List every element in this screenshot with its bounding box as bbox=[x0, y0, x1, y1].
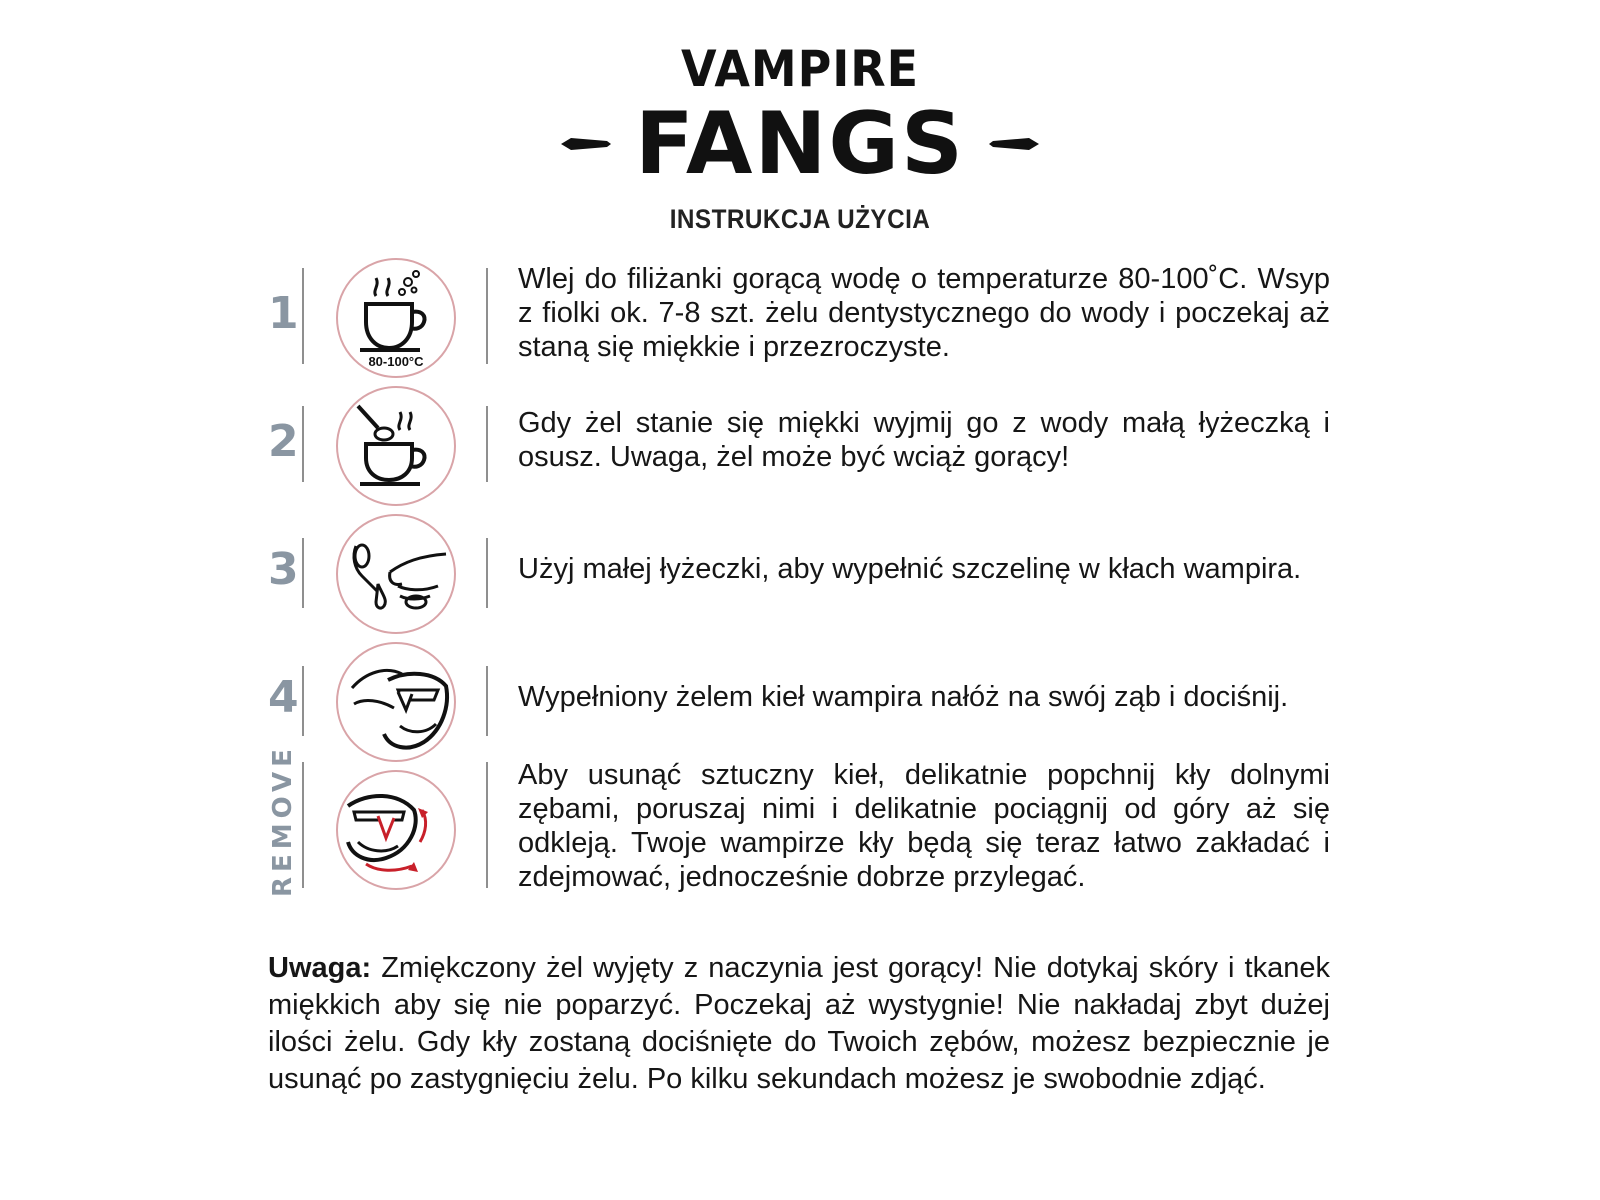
step-text: Wypełniony żelem kieł wampira nałóż na swój ząb i dociśnij. bbox=[518, 681, 1289, 713]
divider bbox=[486, 268, 488, 364]
brand-title-row bbox=[0, 94, 1600, 194]
divider bbox=[486, 666, 488, 736]
spoon-cup-icon bbox=[336, 386, 456, 506]
brand-title-line2: FANGS bbox=[635, 94, 965, 194]
divider bbox=[486, 406, 488, 482]
temperature-caption: 80-100°C bbox=[368, 354, 424, 369]
step-number: 3 bbox=[268, 544, 299, 595]
brand-title-line1: VAMPIRE bbox=[681, 40, 919, 98]
step-remove bbox=[268, 744, 1348, 897]
step-text: Aby usunąć sztuczny kieł, delikatnie popchnij kły dolnymi zębami, poruszaj nimi i delikatnie pociągnij od góry aż się odkleją. Twoje wampirze kły będą się teraz łatwo zakładać i zdejmować, jednocześnie dobrze przylegać. bbox=[518, 759, 1330, 893]
step-text: Wlej do filiżanki gorącą wodę o temperaturze 80-100˚C. Wsyp z fiolki ok. 7-8 szt. żelu dentystycznego do wody i poczekaj aż staną się miękkie i przezroczyste. bbox=[518, 263, 1330, 363]
right-dash-ornament-icon bbox=[989, 133, 1039, 155]
warning-note bbox=[268, 950, 1330, 1098]
divider bbox=[302, 666, 304, 736]
step-2 bbox=[268, 386, 1348, 502]
header bbox=[0, 40, 1600, 235]
divider bbox=[486, 762, 488, 888]
page-subtitle: INSTRUKCJA UŻYCIA bbox=[669, 204, 931, 234]
step-1 bbox=[268, 258, 1348, 374]
step-text: Gdy żel stanie się miękki wyjmij go z wody małą łyżeczką i osusz. Uwaga, żel może być wciąż gorący! bbox=[518, 407, 1330, 473]
divider bbox=[302, 406, 304, 482]
divider bbox=[302, 538, 304, 608]
mouth-remove-icon bbox=[336, 770, 456, 890]
step-3 bbox=[268, 514, 1348, 630]
left-dash-ornament-icon bbox=[561, 133, 611, 155]
step-number: 4 bbox=[268, 672, 299, 723]
step-text: Użyj małej łyżeczki, aby wypełnić szczelinę w kłach wampira. bbox=[518, 553, 1302, 585]
step-number: 1 bbox=[268, 288, 299, 339]
divider bbox=[302, 268, 304, 364]
step-number: 2 bbox=[268, 416, 299, 467]
warning-label: Uwaga: bbox=[268, 952, 372, 984]
step-label-remove: REMOVE bbox=[268, 744, 298, 897]
mouth-apply-icon bbox=[336, 642, 456, 762]
hand-spoon-fang-icon bbox=[336, 514, 456, 634]
hot-cup-icon bbox=[336, 258, 456, 378]
divider bbox=[302, 762, 304, 888]
divider bbox=[486, 538, 488, 608]
warning-text: Zmiękczony żel wyjęty z naczynia jest gorący! Nie dotykaj skóry i tkanek miękkich aby się nie poparzyć. Poczekaj aż wystygnie! Nie nakładaj zbyt dużej ilości żelu. Gdy kły zostaną dociśnięte do Twoich zębów, możesz bezpiecznie je usunąć po zastygnięciu żelu. Po kilku sekundach możesz je swobodnie zdjąć. bbox=[268, 952, 1330, 1095]
step-4 bbox=[268, 642, 1348, 758]
